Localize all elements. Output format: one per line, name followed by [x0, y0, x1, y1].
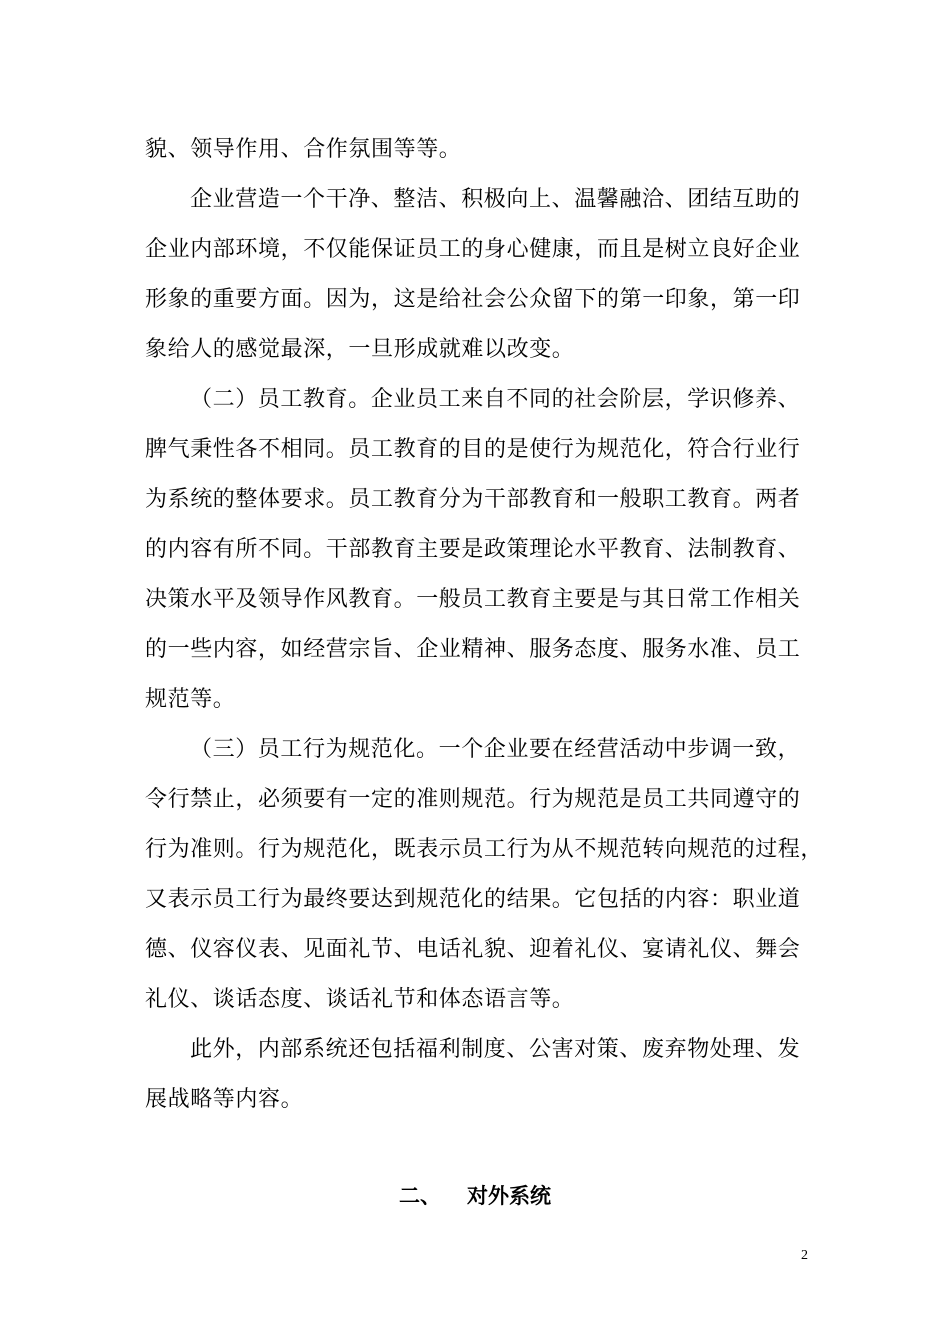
- paragraph-first-line: 此外，内部系统还包括福利制度、公害对策、废弃物处理、发: [190, 1037, 801, 1062]
- paragraph-first-line: 企业营造一个干净、整洁、积极向上、温馨融洽、团结互助的: [190, 187, 801, 212]
- text-line: 形象的重要方面。因为，这是给社会公众留下的第一印象，第一印: [145, 287, 801, 312]
- paragraph-first-line: （二）员工教育。企业员工来自不同的社会阶层，学识修养、: [190, 387, 801, 412]
- text-line: 礼仪、谈话态度、谈话礼节和体态语言等。: [145, 987, 575, 1012]
- text-line: 又表示员工行为最终要达到规范化的结果。它包括的内容：职业道: [145, 887, 801, 912]
- text-line: 脾气秉性各不相同。员工教育的目的是使行为规范化，符合行业行: [145, 437, 801, 462]
- paragraph-first-line: （三）员工行为规范化。一个企业要在经营活动中步调一致，: [190, 737, 801, 762]
- page-number: 2: [801, 1248, 808, 1263]
- section-title: 对外系统: [467, 1184, 551, 1208]
- text-line: 规范等。: [145, 687, 236, 712]
- text-line: 的内容有所不同。干部教育主要是政策理论水平教育、法制教育、: [145, 537, 801, 562]
- text-line: 决策水平及领导作风教育。一般员工教育主要是与其日常工作相关: [145, 587, 801, 612]
- text-line: 企业内部环境，不仅能保证员工的身心健康，而且是树立良好企业: [145, 237, 801, 262]
- text-line: 展战略等内容。: [145, 1087, 304, 1112]
- text-line: 行为准则。行为规范化，既表示员工行为从不规范转向规范的过程，: [145, 837, 824, 862]
- text-line: 象给人的感觉最深，一旦形成就难以改变。: [145, 337, 575, 362]
- text-line: 貌、领导作用、合作氛围等等。: [145, 137, 462, 162]
- section-heading: [0, 1181, 950, 1211]
- section-number: 二、: [399, 1184, 441, 1208]
- text-line: 德、仪容仪表、见面礼节、电话礼貌、迎着礼仪、宴请礼仪、舞会: [145, 937, 801, 962]
- text-line: 的一些内容，如经营宗旨、企业精神、服务态度、服务水准、员工: [145, 637, 801, 662]
- text-line: 令行禁止，必须要有一定的准则规范。行为规范是员工共同遵守的: [145, 787, 801, 812]
- text-line: 为系统的整体要求。员工教育分为干部教育和一般职工教育。两者: [145, 487, 801, 512]
